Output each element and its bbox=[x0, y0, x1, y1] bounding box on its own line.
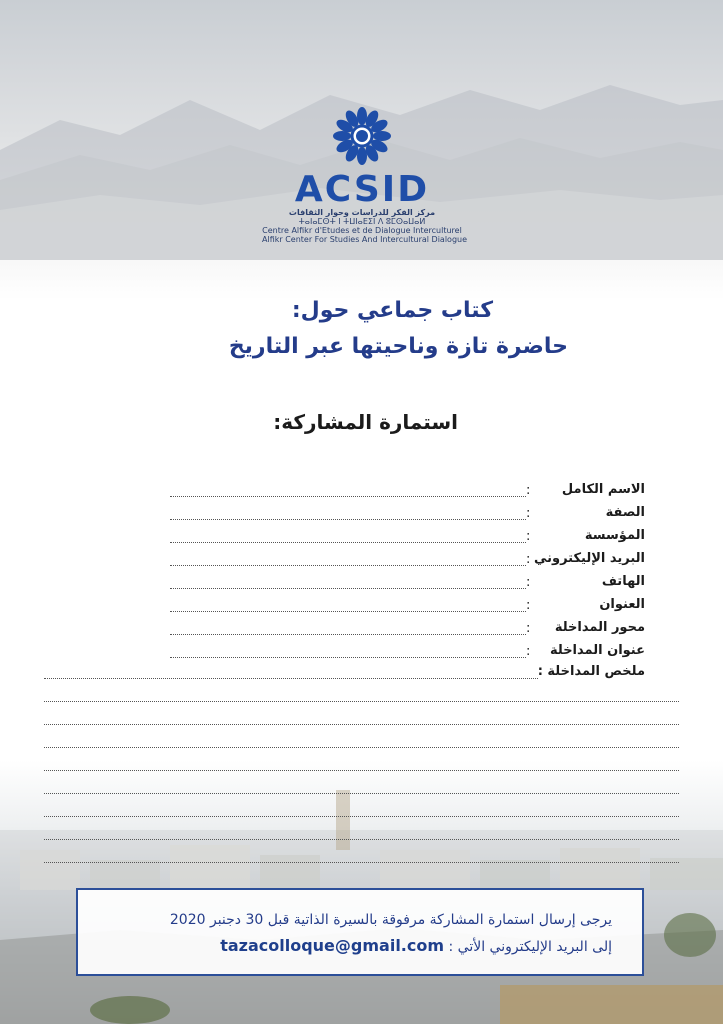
summary-line[interactable] bbox=[44, 701, 679, 702]
form-heading: استمارة المشاركة: bbox=[273, 410, 458, 434]
logo-french-line: Centre Alfikr d'Etudes et de Dialogue Interculturel bbox=[262, 226, 462, 235]
field-title[interactable] bbox=[0, 505, 723, 527]
summary-line[interactable] bbox=[44, 724, 679, 725]
field-address[interactable] bbox=[0, 597, 723, 619]
field-label: عنوان المداخلة bbox=[550, 643, 645, 658]
book-title-line-1: كتاب جماعي حول: bbox=[291, 298, 493, 323]
field-dotted-line[interactable] bbox=[170, 565, 526, 566]
logo-tifinagh-line: ⵜⴰⵏⴰⵎⵙⵜ ⵏ ⵜⵡⵏⴰⴹⵉⵏ ⴷ ⵓⵎⵙⴰⵡⴰⵍ bbox=[298, 217, 426, 226]
field-topic[interactable] bbox=[0, 620, 723, 642]
logo-wordmark: ACSID bbox=[294, 169, 430, 210]
acsid-logo bbox=[262, 106, 468, 244]
field-label: المؤسسة bbox=[584, 528, 645, 543]
notice-email-line bbox=[220, 936, 612, 955]
field-label: محور المداخلة bbox=[554, 620, 645, 635]
notice-email-prefix: إلى البريد الإليكتروني الأتي : bbox=[448, 939, 612, 955]
logo-arabic-line: مركز الفكر للدراسات وحوار الثقافات bbox=[288, 208, 436, 217]
notice-deadline-text: يرجى إرسال استمارة المشاركة مرفوقة بالسيرة الذاتية قبل 30 دجنبر 2020 bbox=[169, 912, 612, 928]
book-title-line-2: حاضرة تازة وناحيتها عبر التاريخ bbox=[228, 334, 568, 359]
field-dotted-line[interactable] bbox=[170, 496, 526, 497]
summary-line[interactable] bbox=[44, 747, 679, 748]
summary-line[interactable] bbox=[44, 816, 679, 817]
summary-line[interactable] bbox=[44, 678, 538, 679]
field-paper-title[interactable] bbox=[0, 643, 723, 665]
summary-line[interactable] bbox=[44, 770, 679, 771]
field-colon: : bbox=[526, 552, 531, 567]
field-phone[interactable] bbox=[0, 574, 723, 596]
field-label: البريد الإليكتروني bbox=[533, 551, 645, 566]
summary-line[interactable] bbox=[44, 862, 679, 863]
field-colon: : bbox=[526, 483, 531, 498]
submission-notice-box bbox=[76, 888, 644, 976]
field-colon: : bbox=[526, 644, 531, 659]
field-colon: : bbox=[526, 529, 531, 544]
logo-english-line: Alfikr Center For Studies And Intercultural Dialogue bbox=[262, 235, 468, 244]
summary-line[interactable] bbox=[44, 793, 679, 794]
field-label: الهاتف bbox=[601, 574, 645, 589]
field-institution[interactable] bbox=[0, 528, 723, 550]
field-dotted-line[interactable] bbox=[170, 542, 526, 543]
field-dotted-line[interactable] bbox=[170, 588, 526, 589]
contact-email-link[interactable]: tazacolloque@gmail.com bbox=[220, 936, 445, 955]
field-label: الاسم الكامل bbox=[561, 482, 645, 497]
field-colon: : bbox=[526, 598, 531, 613]
field-dotted-line[interactable] bbox=[170, 657, 526, 658]
field-colon: : bbox=[526, 621, 531, 636]
summary-label: ملخص المداخلة : bbox=[537, 664, 645, 679]
field-label: الصفة bbox=[605, 505, 645, 520]
field-dotted-line[interactable] bbox=[170, 634, 526, 635]
field-colon: : bbox=[526, 575, 531, 590]
summary-line[interactable] bbox=[44, 839, 679, 840]
field-full-name[interactable] bbox=[0, 482, 723, 504]
star-rosette-icon bbox=[319, 106, 405, 166]
field-email[interactable] bbox=[0, 551, 723, 573]
field-dotted-line[interactable] bbox=[170, 611, 526, 612]
field-colon: : bbox=[526, 506, 531, 521]
field-label: العنوان bbox=[599, 597, 645, 612]
field-dotted-line[interactable] bbox=[170, 519, 526, 520]
